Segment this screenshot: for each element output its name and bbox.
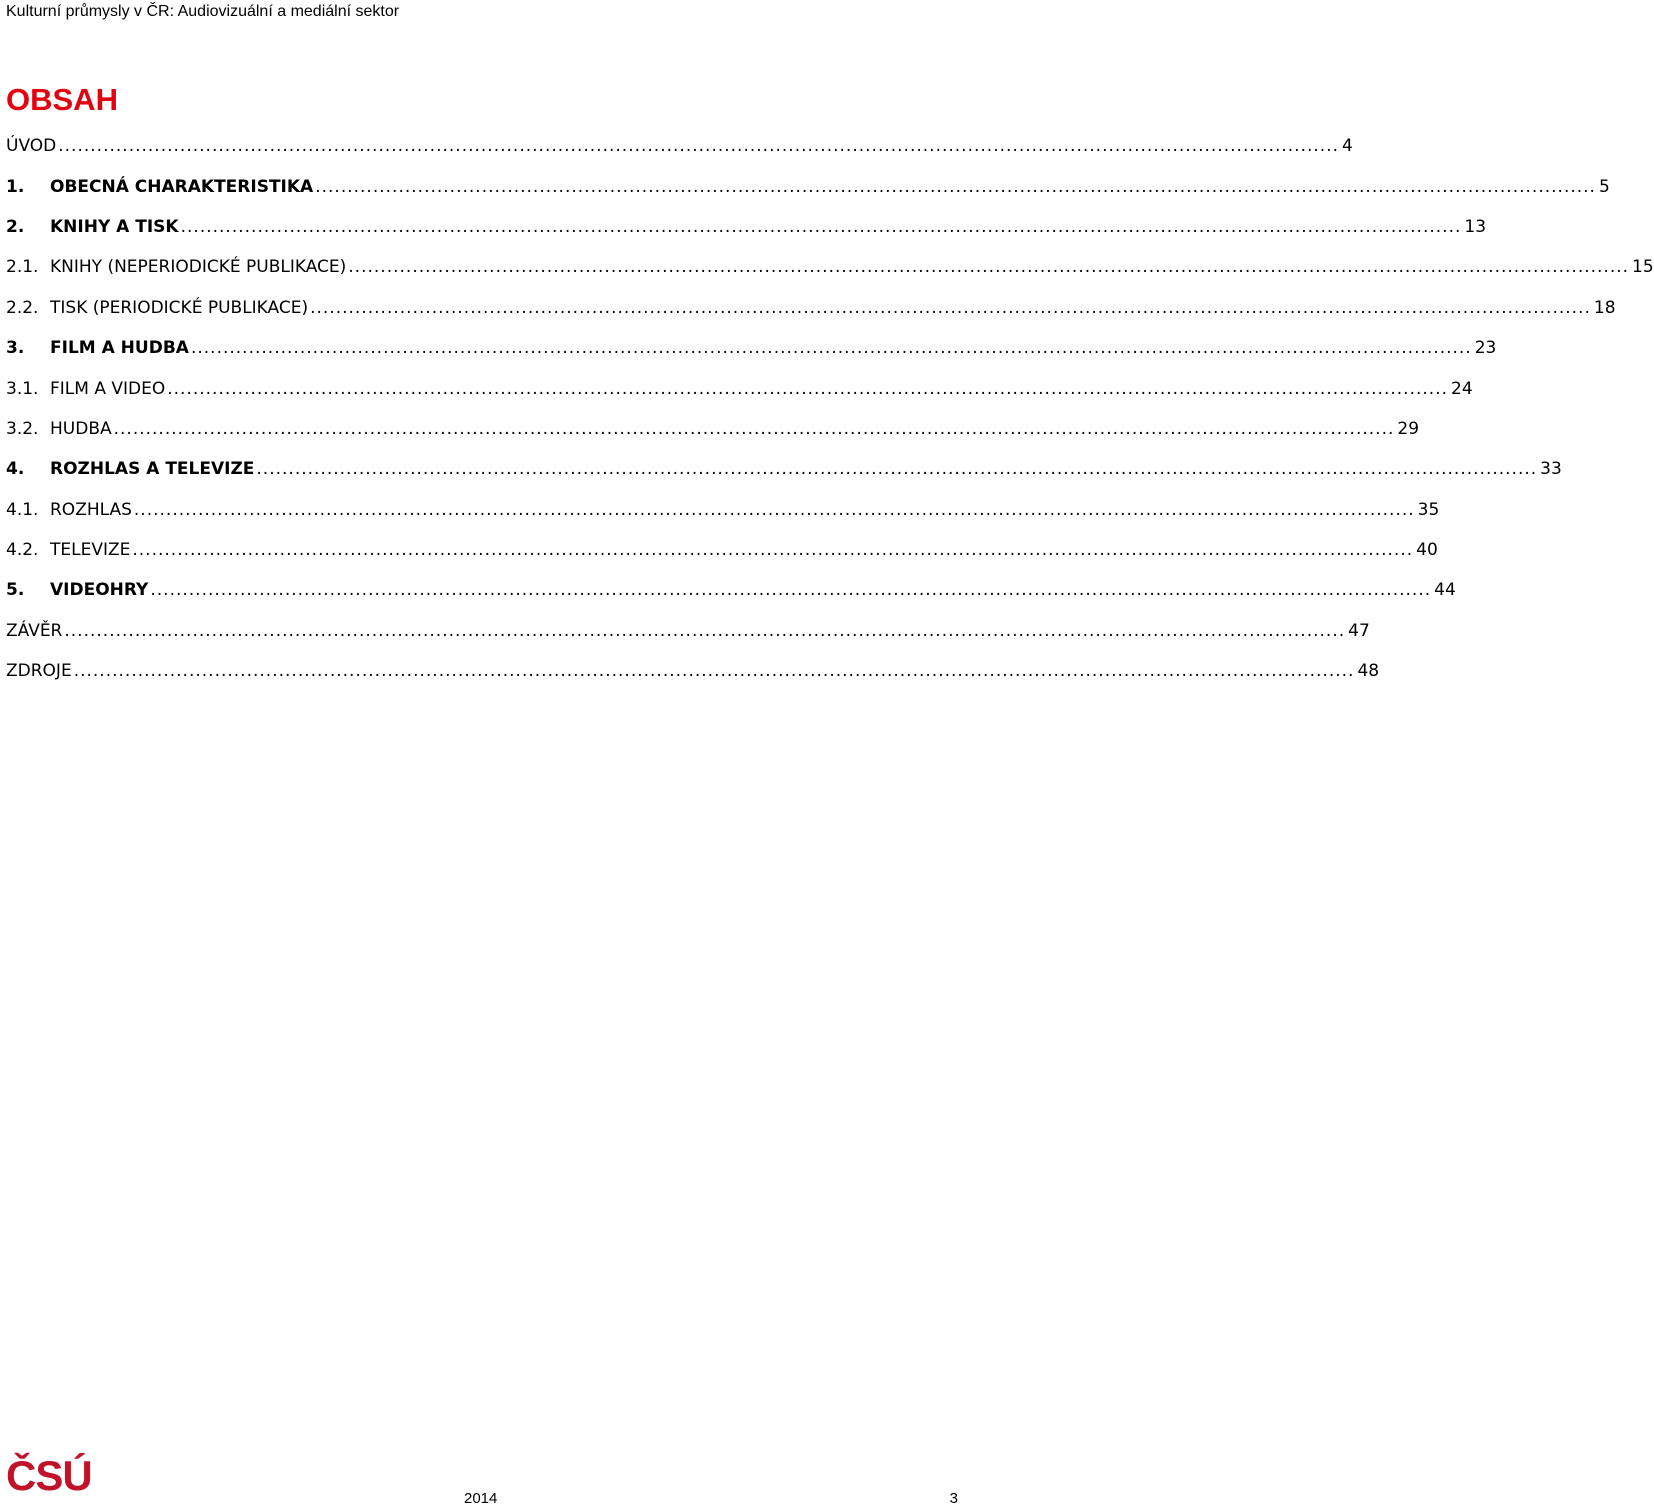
- toc-entry[interactable]: [6, 288, 1616, 328]
- toc-entry-title: FILM A VIDEO: [50, 378, 166, 399]
- toc-entry-page: 40: [1416, 540, 1438, 561]
- toc-entry-title: ZDROJE: [6, 661, 72, 682]
- toc-dot-leader: ........................................................................................................................................................................................................: [190, 338, 1472, 359]
- toc-dot-leader: ........................................................................................................................................................................................................: [133, 499, 1415, 520]
- toc-entry-number: 2.1.: [6, 257, 39, 278]
- toc-entry-page: 48: [1357, 661, 1380, 682]
- toc-entry[interactable]: [6, 449, 1562, 489]
- running-header: Kulturní průmysly v ČR: Audiovizuální a mediální sektor: [6, 3, 400, 20]
- toc-entry-number: 3.: [6, 338, 25, 359]
- toc-entry-page: 23: [1474, 338, 1497, 359]
- toc-entry-number: 2.2.: [6, 297, 39, 318]
- toc-entry-title: KNIHY A TISK: [50, 216, 179, 237]
- toc-entry-title: ZÁVĚR: [6, 620, 63, 641]
- toc-dot-leader: ........................................................................................................................................................................................................: [58, 136, 1340, 157]
- toc-entry[interactable]: [6, 328, 1497, 368]
- toc-dot-leader: ........................................................................................................................................................................................................: [180, 216, 1462, 237]
- toc-entry[interactable]: [6, 166, 1610, 206]
- toc-dot-leader: ........................................................................................................................................................................................................: [73, 661, 1355, 682]
- toc-entry[interactable]: [6, 207, 1487, 247]
- toc-entry-title: HUDBA: [50, 418, 112, 439]
- toc-entry-page: 18: [1593, 297, 1616, 318]
- toc-entry-page: 15: [1632, 257, 1654, 278]
- toc-entry-page: 33: [1540, 459, 1562, 480]
- toc-dot-leader: ........................................................................................................................................................................................................: [64, 620, 1346, 641]
- toc-entry[interactable]: [6, 126, 1353, 166]
- toc-entry-title: ROZHLAS A TELEVIZE: [50, 459, 255, 480]
- toc-heading: OBSAH: [6, 82, 118, 117]
- toc-dot-leader: ........................................................................................................................................................................................................: [310, 297, 1591, 318]
- toc-entry-title: TELEVIZE: [50, 540, 131, 561]
- toc-dot-leader: ........................................................................................................................................................................................................: [150, 580, 1432, 601]
- toc-entry-page: 44: [1434, 580, 1456, 601]
- toc-entry[interactable]: [6, 570, 1456, 610]
- toc-entry[interactable]: [6, 490, 1440, 530]
- csu-logo-icon: [6, 1452, 92, 1499]
- toc-dot-leader: ........................................................................................................................................................................................................: [132, 540, 1414, 561]
- logo-text: ČSÚ: [6, 1452, 92, 1499]
- toc-dot-leader: ........................................................................................................................................................................................................: [315, 176, 1596, 197]
- toc-entry-title: VIDEOHRY: [50, 580, 149, 601]
- toc-entry-page: 13: [1464, 216, 1487, 237]
- toc-entry-number: 2.: [6, 216, 25, 237]
- toc-entry-number: 3.2.: [6, 418, 39, 439]
- toc-dot-leader: ........................................................................................................................................................................................................: [167, 378, 1448, 399]
- toc-entry[interactable]: [6, 368, 1473, 408]
- toc-entry-title: ÚVOD: [6, 136, 57, 157]
- toc-entry[interactable]: [6, 530, 1438, 570]
- table-of-contents: [6, 126, 1654, 691]
- toc-entry-title: KNIHY (NEPERIODICKÉ PUBLIKACE): [50, 257, 347, 278]
- toc-entry-number: 5.: [6, 580, 25, 601]
- toc-dot-leader: ........................................................................................................................................................................................................: [256, 459, 1538, 480]
- toc-entry-page: 4: [1342, 136, 1353, 157]
- toc-entry-title: OBECNÁ CHARAKTERISTIKA: [50, 176, 314, 197]
- toc-dot-leader: ........................................................................................................................................................................................................: [113, 418, 1395, 439]
- toc-entry[interactable]: [6, 651, 1380, 691]
- footer-year: 2014: [464, 1490, 498, 1507]
- toc-entry-number: 4.2.: [6, 540, 39, 561]
- toc-entry-number: 3.1.: [6, 378, 39, 399]
- toc-dot-leader: ........................................................................................................................................................................................................: [348, 257, 1630, 278]
- toc-entry-title: TISK (PERIODICKÉ PUBLIKACE): [50, 297, 309, 318]
- toc-entry-page: 47: [1348, 620, 1370, 641]
- toc-entry[interactable]: [6, 409, 1420, 449]
- toc-entry-title: FILM A HUDBA: [50, 338, 189, 359]
- toc-entry[interactable]: [6, 611, 1370, 651]
- toc-entry-number: 4.1.: [6, 499, 39, 520]
- toc-entry-number: 4.: [6, 459, 25, 480]
- toc-entry-page: 24: [1451, 378, 1473, 399]
- toc-entry-page: 5: [1598, 176, 1610, 197]
- toc-entry-page: 29: [1397, 418, 1420, 439]
- footer-page-number: 3: [949, 1490, 958, 1507]
- toc-entry-number: 1.: [6, 176, 25, 197]
- toc-entry[interactable]: [6, 247, 1654, 287]
- toc-entry-page: 35: [1417, 499, 1440, 520]
- toc-entry-title: ROZHLAS: [50, 499, 132, 520]
